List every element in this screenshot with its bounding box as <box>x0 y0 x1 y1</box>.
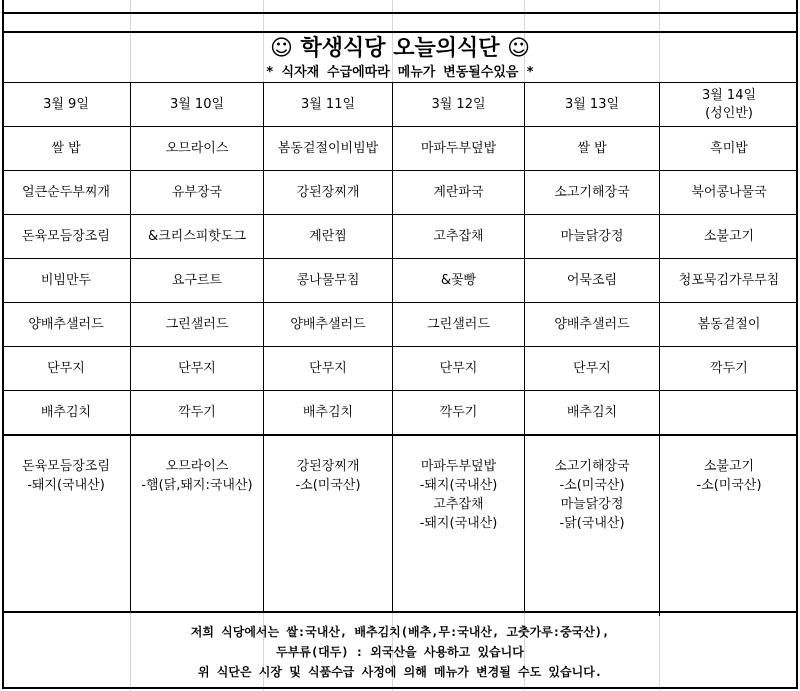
date-header-cell: 3월 12일 <box>431 96 486 112</box>
menu-item-cell: 오므라이스 <box>165 140 229 156</box>
origin-info-cell: 마파두부덮밥 -돼지(국내산) 고추잡채 -돼지(국내산) <box>419 459 498 531</box>
date-header-cell: 3월 13일 <box>564 96 620 112</box>
menu-item-cell: 쌀 밥 <box>577 140 607 156</box>
menu-item-cell: 깍두기 <box>710 360 748 376</box>
menu-item-cell: 깍두기 <box>178 404 216 420</box>
row-divider <box>2 434 798 436</box>
menu-item-cell: 양배추샐러드 <box>290 316 366 332</box>
date-header-cell: 3월 10일 <box>169 96 225 112</box>
origin-info-cell: 강된장찌개 -소(미국산) <box>295 459 361 493</box>
footer-line: 위 식단은 시장 및 식품수급 사정에 의해 메뉴가 변경될 수도 있습니다. <box>197 665 603 679</box>
menu-item-cell: 소불고기 <box>703 228 755 244</box>
menu-item-cell: 계란파국 <box>433 184 484 200</box>
menu-item-cell: 유부장국 <box>171 184 223 200</box>
date-note: (성인반) <box>705 105 753 121</box>
menu-item-cell: &꽃빵 <box>440 272 477 288</box>
menu-item-cell: 봄동겉절이 <box>697 316 761 332</box>
menu-item-cell: 고추잡채 <box>433 228 484 244</box>
menu-item-cell: 그린샐러드 <box>427 316 490 332</box>
menu-item-cell: 단무지 <box>309 360 347 376</box>
date-header-cell <box>660 83 798 126</box>
menu-item-cell: 단무지 <box>573 360 611 376</box>
menu-item-cell: 얼큰순두부찌개 <box>22 184 110 200</box>
menu-change-notice: * 식자재 수급에따라 메뉴가 변동될수있음 * <box>265 65 535 80</box>
menu-item-cell: 그린샐러드 <box>165 316 229 332</box>
date-header-cell: 3월 11일 <box>300 96 356 112</box>
row-divider <box>2 611 798 613</box>
menu-item-cell: 단무지 <box>47 360 85 376</box>
origin-info-cell: 돈육모듬장조림 -돼지(국내산) <box>22 459 110 493</box>
menu-item-cell <box>660 391 798 434</box>
origin-info-cell: 오므라이스 -햄(닭,돼지:국내산) <box>141 459 253 493</box>
menu-item-cell: 배추김치 <box>40 404 92 420</box>
menu-item-cell: 강된장찌개 <box>296 184 360 200</box>
page-title: ☺ 학생식당 오늘의식단 ☺ <box>269 36 531 61</box>
menu-item-cell: 계란찜 <box>309 228 347 244</box>
menu-item-cell: &크리스피핫도그 <box>147 228 247 244</box>
menu-item-cell: 봄동겉절이비빔밥 <box>277 140 379 156</box>
menu-item-cell: 양배추샐러드 <box>554 316 630 332</box>
footer-line: 저희 식당에서는 쌀:국내산, 배추김치(배추,무:국내산, 고춧가루:중국산), <box>190 625 610 639</box>
menu-item-cell: 북어콩나물국 <box>691 184 767 200</box>
menu-item-cell: 단무지 <box>439 360 478 376</box>
empty-header-row <box>2 12 798 32</box>
origin-info-cell: 소고기해장국 -소(미국산) 마늘닭강정 -닭(국내산) <box>554 459 630 531</box>
menu-item-cell: 돈육모듬장조림 <box>22 228 110 244</box>
menu-item-cell: 마늘닭강정 <box>560 228 624 244</box>
menu-item-cell: 요구르트 <box>171 272 223 288</box>
menu-item-cell: 콩나물무침 <box>296 272 360 288</box>
menu-item-cell: 양배추샐러드 <box>28 316 104 332</box>
menu-item-cell: 마파두부덮밥 <box>420 140 497 156</box>
empty-top-row <box>2 0 798 12</box>
date-header-cell: 3월 9일 <box>43 96 89 112</box>
menu-item-cell: 청포묵김가루무침 <box>678 272 780 288</box>
origin-footer-notice <box>2 622 798 682</box>
menu-item-cell: 소고기해장국 <box>554 184 630 200</box>
menu-item-cell: 배추김치 <box>302 404 354 420</box>
origin-info-cell: 소불고기 -소(미국산) <box>696 459 762 493</box>
menu-item-cell: 어묵조림 <box>566 272 618 288</box>
footer-line: 두부류(대두) : 외국산을 사용하고 있습니다 <box>276 645 524 659</box>
menu-item-cell: 배추김치 <box>566 404 618 420</box>
menu-item-cell: 흑미밥 <box>710 140 748 156</box>
date-label: 3월 14일 <box>701 87 757 103</box>
menu-item-cell: 깍두기 <box>439 404 478 420</box>
menu-item-cell: 쌀 밥 <box>51 140 81 156</box>
menu-item-cell: 비빔만두 <box>40 272 92 288</box>
menu-item-cell: 단무지 <box>178 360 216 376</box>
